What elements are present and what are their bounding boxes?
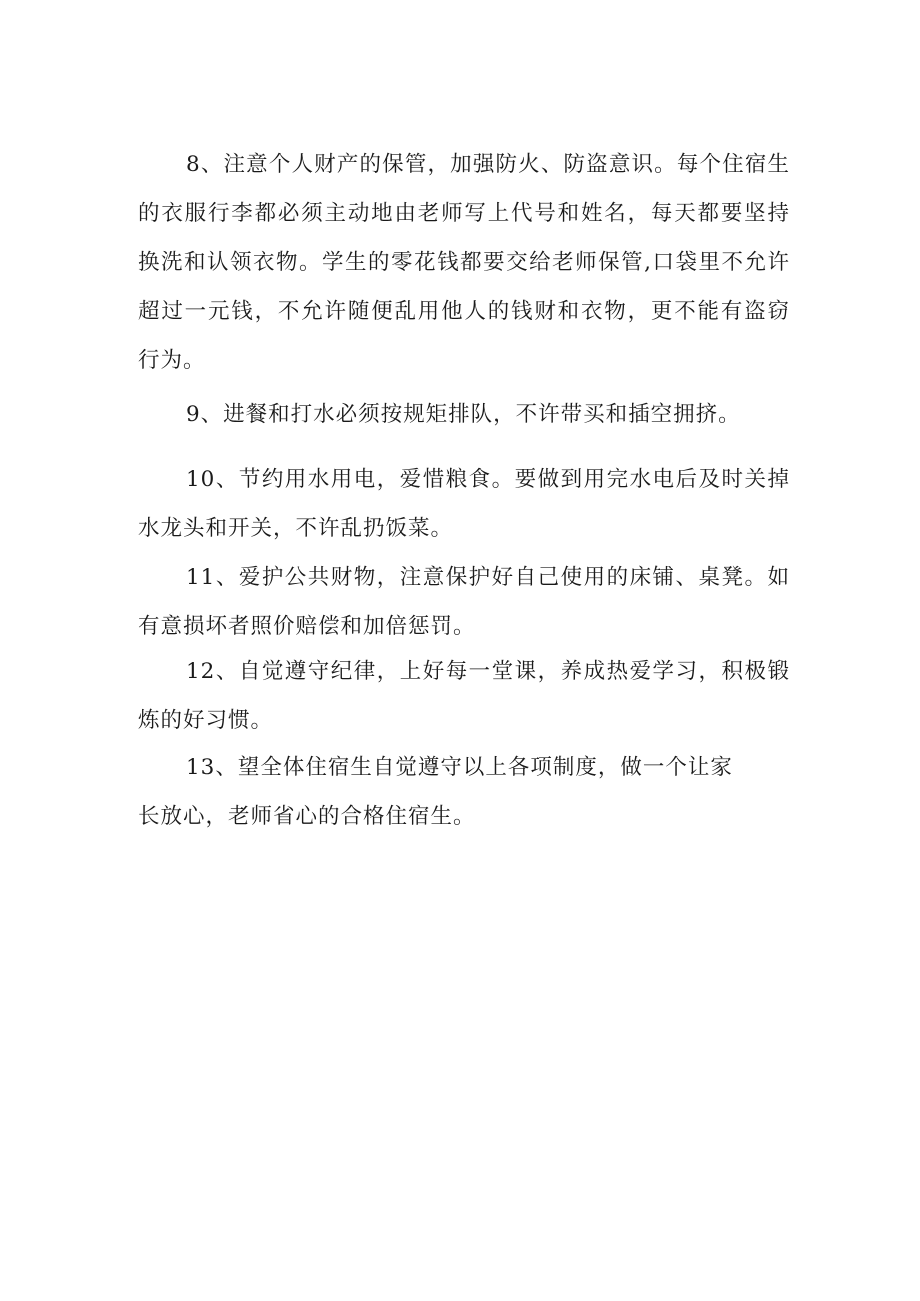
rule-paragraph-11: 11、爱护公共财物，注意保护好自己使用的床铺、桌凳。如有意损坏者照价赔偿和加倍惩罚。 [138, 565, 790, 639]
rule-paragraph-12: 12、自觉遵守纪律，上好每一堂课，养成热爱学习，积极锻炼的好习惯。 [138, 659, 790, 733]
rule-paragraph-13 [138, 743, 790, 841]
rule-paragraph-8: 8、注意个人财产的保管，加强防火、防盗意识。每个住宿生的衣服行李都必须主动地由老师写上代号和姓名，每天都要坚持换洗和认领衣物。学生的零花钱都要交给老师保管,口袋里不允许超过一元钱，不允许随便乱用他人的钱财和衣物，更不能有盗窃行为。 [138, 152, 790, 373]
rule-paragraph-10: 10、节约用水用电，爱惜粮食。要做到用完水电后及时关掉水龙头和开关，不许乱扔饭菜。 [138, 467, 790, 541]
rule-paragraph-13-line-1: 13、望全体住宿生自觉遵守以上各项制度，做一个让家 [186, 755, 733, 780]
rule-paragraph-13-line-2: 长放心，老师省心的合格住宿生。 [138, 804, 476, 829]
rule-paragraph-9: 9、进餐和打水必须按规矩排队，不许带买和插空拥挤。 [186, 402, 741, 427]
